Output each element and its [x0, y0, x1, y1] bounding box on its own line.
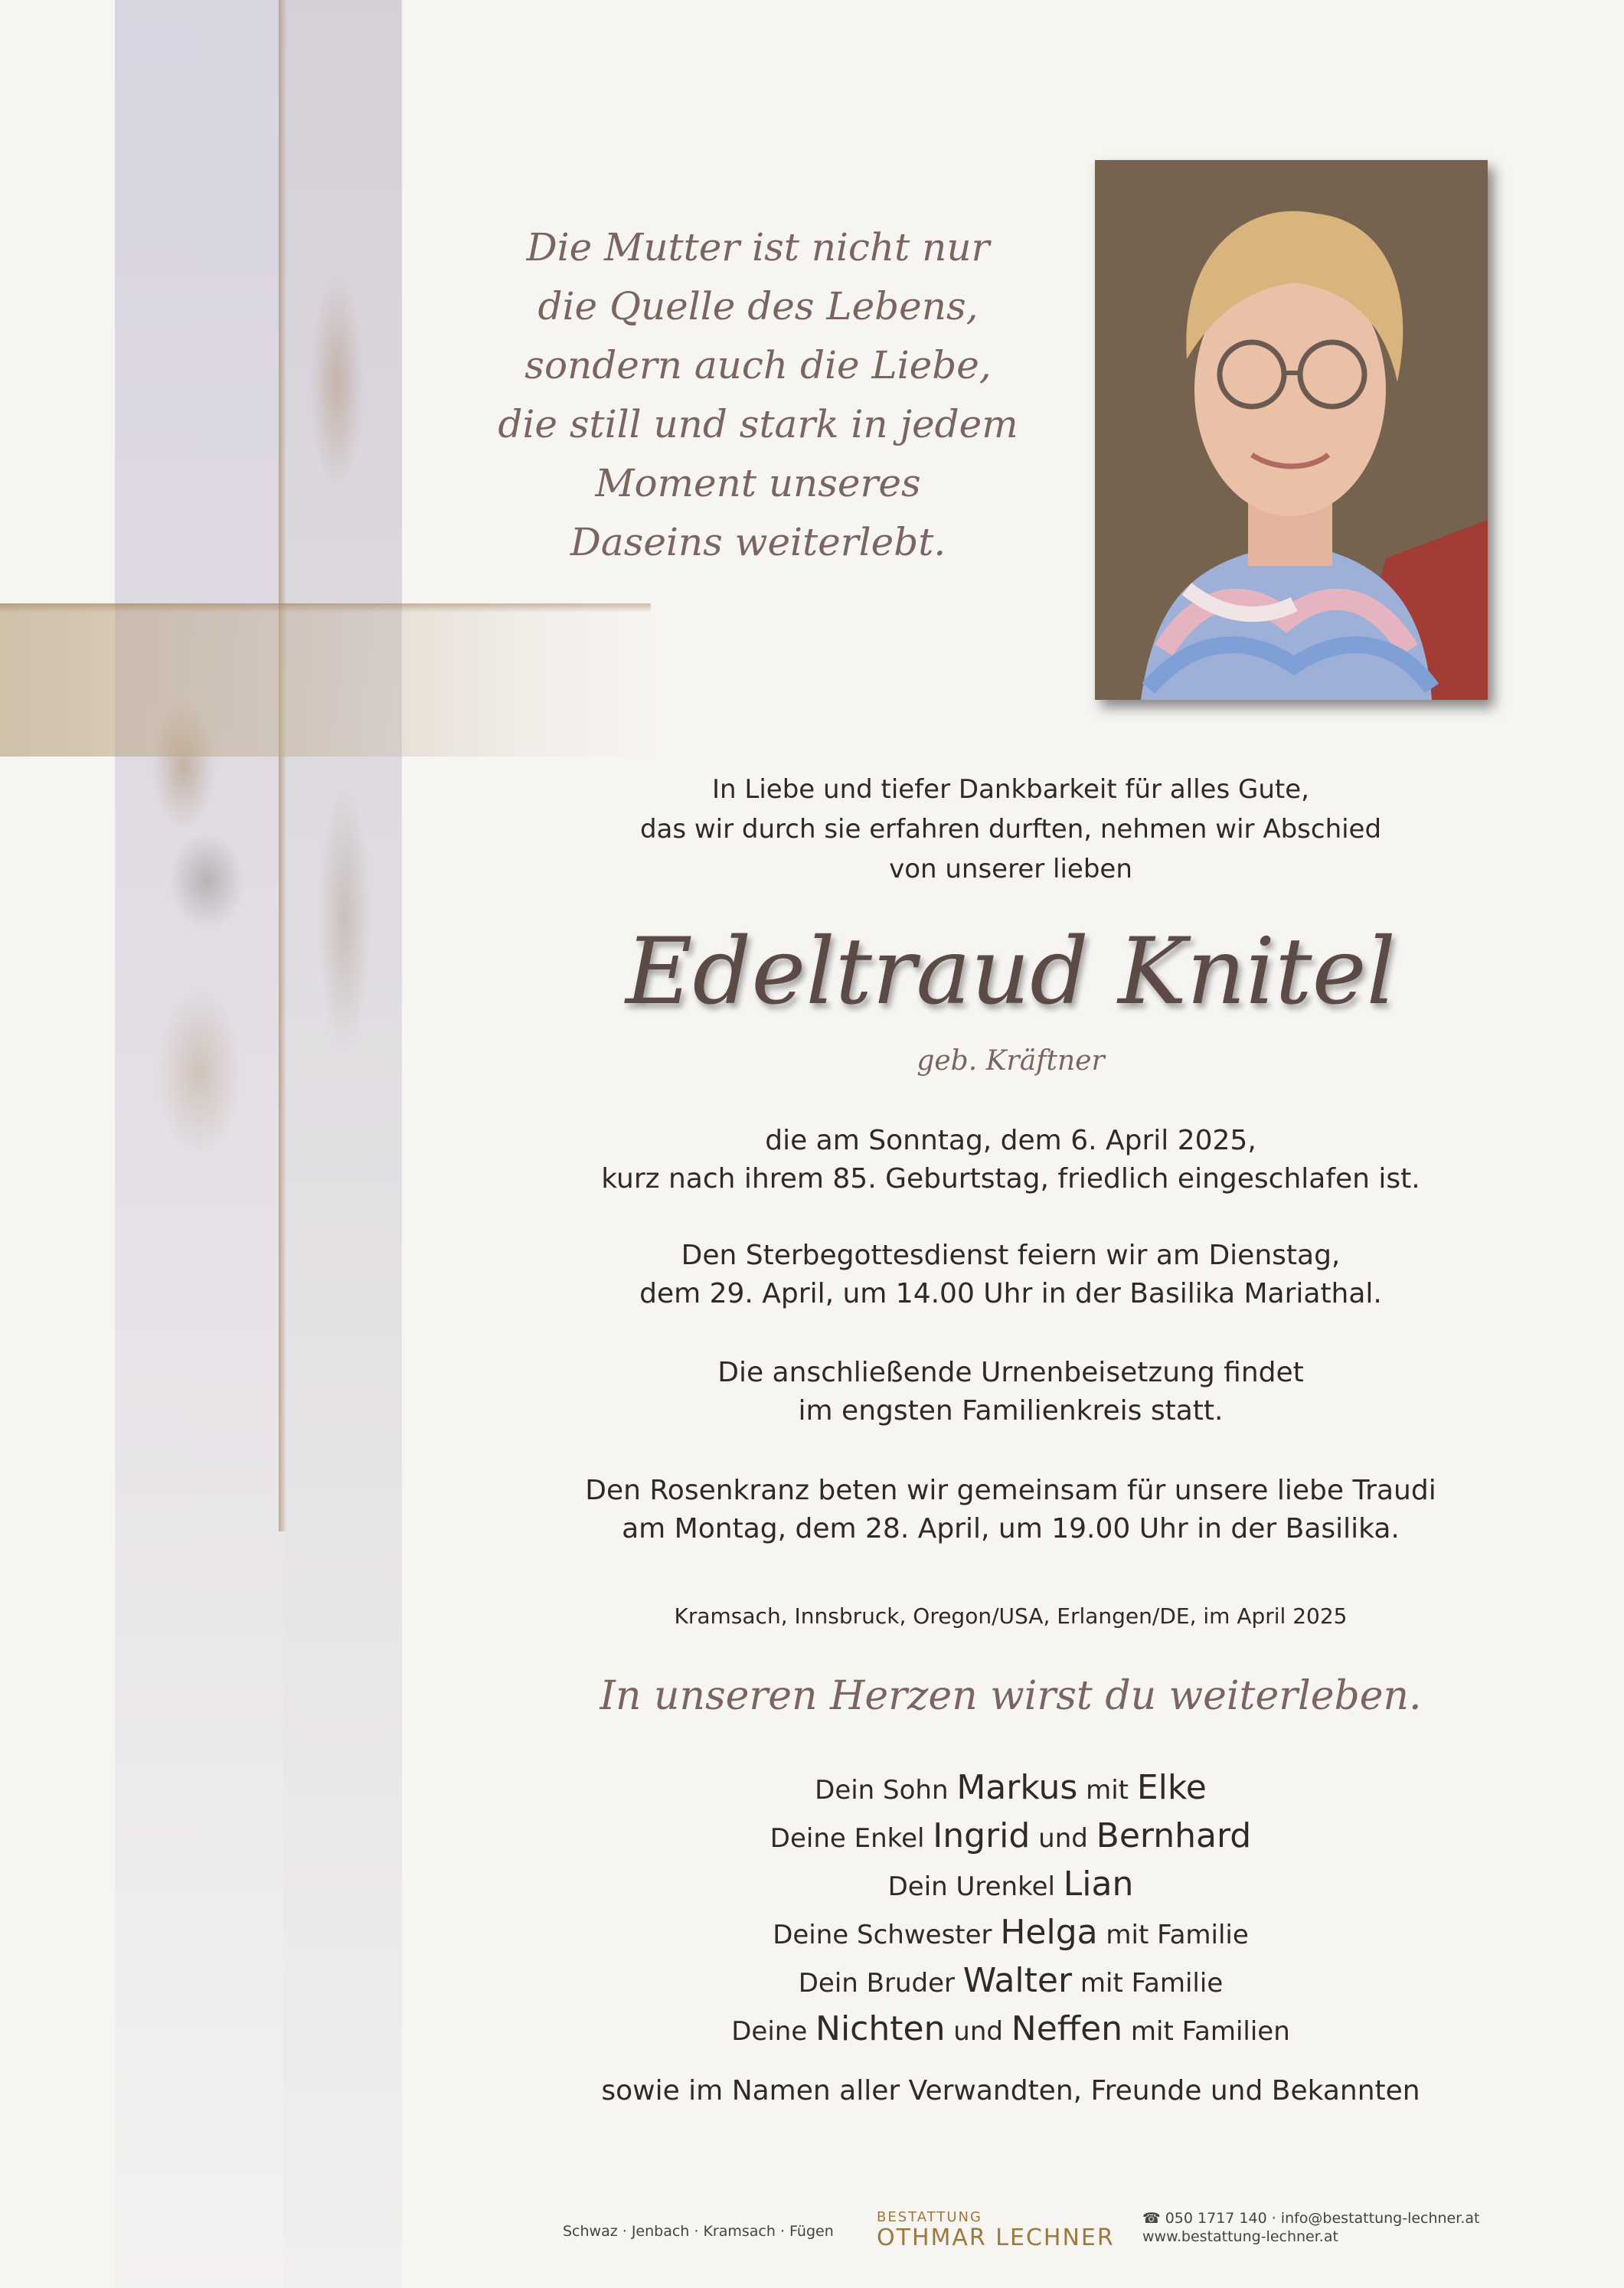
paragraph-line: die am Sonntag, dem 6. April 2025, — [765, 1125, 1256, 1156]
paragraph-line: dem 29. April, um 14.00 Uhr in der Basilika Mariathal. — [639, 1278, 1382, 1309]
brand-name: OTHMAR LECHNER — [877, 2224, 1115, 2251]
paragraph-line: kurz nach ihrem 85. Geburtstag, friedlich eingeschlafen ist. — [601, 1163, 1420, 1195]
quote-line: Daseins weiterlebt. — [570, 520, 946, 564]
paragraph-line: im engsten Familienkreis statt. — [798, 1395, 1224, 1427]
memorial-quote — [459, 218, 1057, 572]
paragraph-line: am Montag, dem 28. April, um 19.00 Uhr in der Basilika. — [622, 1513, 1400, 1544]
intro-line: das wir durch sie erfahren durften, nehmen wir Abschied — [639, 814, 1382, 845]
cross-edge-shadow — [279, 0, 286, 1531]
intro-line: In Liebe und tiefer Dankbarkeit für alles Gute, — [712, 774, 1309, 805]
funeral-home-logo — [877, 2209, 1115, 2251]
paragraph-line: Den Sterbegottesdienst feiern wir am Dienstag, — [681, 1240, 1341, 1271]
family-member-name: Walter — [962, 1961, 1073, 2000]
quote-line: die Quelle des Lebens, — [538, 284, 979, 328]
family-member-name: Markus — [956, 1768, 1078, 1807]
connector: mit Familien — [1130, 2016, 1290, 2047]
places-and-date: Kramsach, Innsbruck, Oregon/USA, Erlangen/DE, im April 2025 — [674, 1603, 1348, 1629]
closing-line: sowie im Namen aller Verwandten, Freunde und Bekannten — [601, 2075, 1420, 2107]
deceased-name: Edeltraud Knitel — [625, 919, 1397, 1025]
relation: Dein Bruder — [798, 1968, 955, 1999]
relation: Deine Enkel — [770, 1823, 925, 1854]
watercolor-cross-vertical-right — [283, 0, 402, 2288]
motto: In unseren Herzen wirst du weiterleben. — [600, 1673, 1422, 1719]
burial-paragraph — [582, 1354, 1439, 1430]
family-member-name: Nichten — [815, 2009, 946, 2048]
intro-text — [582, 770, 1439, 889]
intro-line: von unserer lieben — [889, 854, 1132, 884]
family-member-name: Bernhard — [1096, 1816, 1252, 1855]
quote-line: Moment unseres — [595, 461, 921, 505]
brand-small: BESTATTUNG — [877, 2209, 982, 2225]
family-member-name: Helga — [1000, 1913, 1098, 1952]
watercolor-cross-vertical — [115, 0, 283, 2288]
family-list — [582, 1765, 1439, 2054]
quote-line: Die Mutter ist nicht nur — [526, 225, 990, 270]
footer-towns: Schwaz · Jenbach · Kramsach · Fügen — [563, 2223, 834, 2240]
family-line — [582, 1813, 1439, 1861]
family-member-name: Neffen — [1011, 2009, 1123, 2048]
rosary-paragraph — [582, 1472, 1439, 1548]
footer-contact — [1142, 2209, 1479, 2246]
family-line — [582, 1910, 1439, 1958]
family-line — [582, 1958, 1439, 2006]
family-member-name: Lian — [1063, 1865, 1134, 1904]
connector: und — [1038, 1823, 1088, 1854]
footer — [0, 2209, 1624, 2263]
family-member-name: Elke — [1136, 1768, 1207, 1807]
paragraph-line: Den Rosenkranz beten wir gemeinsam für unsere liebe Traudi — [585, 1475, 1436, 1506]
death-notice-paragraph — [582, 1122, 1439, 1198]
quote-line: sondern auch die Liebe, — [524, 343, 992, 387]
birth-name: geb. Kräftner — [917, 1045, 1105, 1077]
cross-bar-shadow — [0, 603, 651, 613]
phone-email: ☎ 050 1717 140 · info@bestattung-lechner.at — [1142, 2210, 1480, 2227]
family-member-name: Ingrid — [933, 1816, 1031, 1855]
relation: Dein Urenkel — [887, 1871, 1055, 1902]
funeral-service-paragraph — [582, 1237, 1439, 1313]
paragraph-line: Die anschließende Urnenbeisetzung findet — [717, 1357, 1304, 1388]
relation: Dein Sohn — [815, 1775, 949, 1806]
relation: Deine Schwester — [773, 1920, 992, 1950]
family-line — [582, 1765, 1439, 1813]
connector: mit Familie — [1080, 1968, 1224, 1999]
family-line — [582, 2006, 1439, 2054]
connector: mit — [1086, 1775, 1129, 1806]
relation: Deine — [731, 2016, 808, 2047]
portrait-photo — [1095, 160, 1488, 700]
connector: und — [953, 2016, 1003, 2047]
watercolor-cross-horizontal — [0, 603, 658, 757]
connector: mit Familie — [1106, 1920, 1249, 1950]
family-line — [582, 1861, 1439, 1910]
quote-line: die still und stark in jedem — [498, 402, 1018, 446]
website-link[interactable]: www.bestattung-lechner.at — [1142, 2228, 1338, 2245]
